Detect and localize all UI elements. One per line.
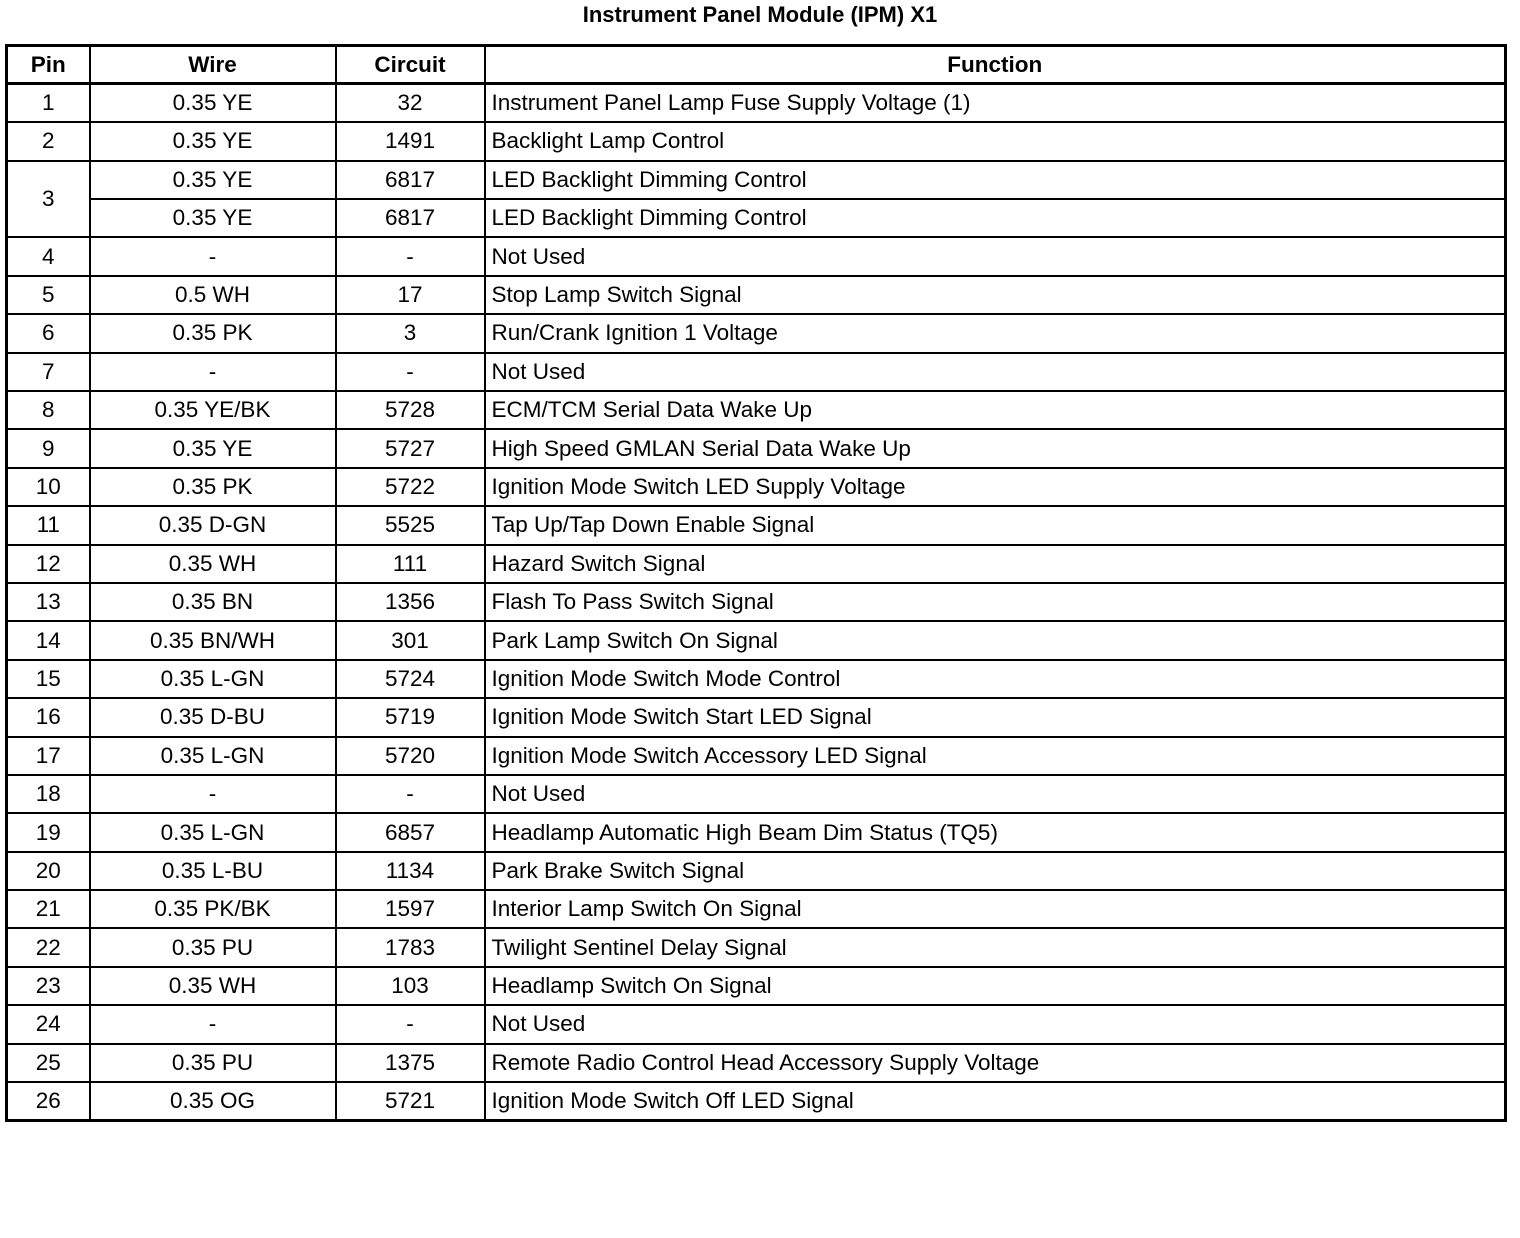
- circuit-cell: 1356: [336, 583, 485, 621]
- wire-cell: 0.5 WH: [90, 276, 336, 314]
- table-row: [7, 583, 1506, 621]
- circuit-cell: 5728: [336, 391, 485, 429]
- table-row: [7, 813, 1506, 851]
- table-title: Instrument Panel Module (IPM) X1: [582, 2, 938, 27]
- table-row: [7, 737, 1506, 775]
- pin-cell: 11: [7, 506, 90, 544]
- function-cell: LED Backlight Dimming Control: [485, 161, 1506, 199]
- function-cell: Not Used: [485, 353, 1506, 391]
- table-row: [7, 506, 1506, 544]
- pin-cell: 16: [7, 698, 90, 736]
- function-cell: Stop Lamp Switch Signal: [485, 276, 1506, 314]
- function-cell: Park Brake Switch Signal: [485, 852, 1506, 890]
- pin-cell: 8: [7, 391, 90, 429]
- table-row: [7, 199, 1506, 237]
- pin-cell: 4: [7, 237, 90, 275]
- pin-cell: 2: [7, 122, 90, 160]
- function-cell: Ignition Mode Switch LED Supply Voltage: [485, 468, 1506, 506]
- function-cell: Flash To Pass Switch Signal: [485, 583, 1506, 621]
- circuit-cell: 5724: [336, 660, 485, 698]
- wire-cell: 0.35 BN: [90, 583, 336, 621]
- pin-cell: 9: [7, 429, 90, 467]
- circuit-cell: 5721: [336, 1082, 485, 1120]
- table-row: [7, 353, 1506, 391]
- table-row: [7, 1082, 1506, 1120]
- wire-cell: 0.35 YE: [90, 84, 336, 122]
- wire-cell: -: [90, 353, 336, 391]
- table-row: [7, 314, 1506, 352]
- header-row: [7, 46, 1506, 84]
- wire-cell: -: [90, 775, 336, 813]
- wire-cell: 0.35 YE: [90, 429, 336, 467]
- table-row: [7, 621, 1506, 659]
- circuit-cell: 6817: [336, 161, 485, 199]
- pin-cell: 3: [7, 161, 90, 238]
- circuit-cell: 32: [336, 84, 485, 122]
- pin-cell: 10: [7, 468, 90, 506]
- pin-cell: 13: [7, 583, 90, 621]
- function-cell: ECM/TCM Serial Data Wake Up: [485, 391, 1506, 429]
- circuit-cell: 301: [336, 621, 485, 659]
- function-cell: Tap Up/Tap Down Enable Signal: [485, 506, 1506, 544]
- table-row: [7, 1005, 1506, 1043]
- wire-cell: 0.35 BN/WH: [90, 621, 336, 659]
- pin-cell: 18: [7, 775, 90, 813]
- circuit-cell: -: [336, 353, 485, 391]
- function-cell: Headlamp Switch On Signal: [485, 967, 1506, 1005]
- pin-cell: 1: [7, 84, 90, 122]
- wire-cell: 0.35 L-GN: [90, 737, 336, 775]
- function-cell: Ignition Mode Switch Start LED Signal: [485, 698, 1506, 736]
- table-row: [7, 429, 1506, 467]
- wire-cell: 0.35 WH: [90, 545, 336, 583]
- function-cell: Park Lamp Switch On Signal: [485, 621, 1506, 659]
- pin-cell: 15: [7, 660, 90, 698]
- pin-cell: 7: [7, 353, 90, 391]
- function-cell: Interior Lamp Switch On Signal: [485, 890, 1506, 928]
- function-cell: Not Used: [485, 1005, 1506, 1043]
- wire-cell: 0.35 YE: [90, 199, 336, 237]
- pin-cell: 25: [7, 1044, 90, 1082]
- wire-cell: 0.35 D-BU: [90, 698, 336, 736]
- circuit-cell: 6857: [336, 813, 485, 851]
- table-row: [7, 237, 1506, 275]
- pin-cell: 21: [7, 890, 90, 928]
- table-row: [7, 545, 1506, 583]
- wire-cell: 0.35 L-GN: [90, 813, 336, 851]
- wire-cell: 0.35 L-BU: [90, 852, 336, 890]
- function-cell: Headlamp Automatic High Beam Dim Status (TQ5): [485, 813, 1506, 851]
- pin-cell: 23: [7, 967, 90, 1005]
- function-cell: Ignition Mode Switch Accessory LED Signal: [485, 737, 1506, 775]
- pin-cell: 17: [7, 737, 90, 775]
- wire-cell: 0.35 D-GN: [90, 506, 336, 544]
- wire-cell: 0.35 WH: [90, 967, 336, 1005]
- wire-cell: 0.35 PK: [90, 314, 336, 352]
- table-row: [7, 468, 1506, 506]
- circuit-cell: 1375: [336, 1044, 485, 1082]
- column-header-pin: Pin: [7, 46, 90, 84]
- wire-cell: 0.35 PK: [90, 468, 336, 506]
- wire-cell: 0.35 PU: [90, 928, 336, 966]
- column-header-wire: Wire: [90, 46, 336, 84]
- pin-cell: 6: [7, 314, 90, 352]
- circuit-cell: -: [336, 1005, 485, 1043]
- function-cell: High Speed GMLAN Serial Data Wake Up: [485, 429, 1506, 467]
- table-row: [7, 967, 1506, 1005]
- table-row: [7, 276, 1506, 314]
- circuit-cell: -: [336, 775, 485, 813]
- function-cell: Instrument Panel Lamp Fuse Supply Voltage (1): [485, 84, 1506, 122]
- function-cell: Not Used: [485, 237, 1506, 275]
- table-row: [7, 391, 1506, 429]
- circuit-cell: -: [336, 237, 485, 275]
- wire-cell: 0.35 YE: [90, 122, 336, 160]
- circuit-cell: 1134: [336, 852, 485, 890]
- table-row: [7, 84, 1506, 122]
- pin-cell: 22: [7, 928, 90, 966]
- pin-cell: 26: [7, 1082, 90, 1120]
- circuit-cell: 17: [336, 276, 485, 314]
- function-cell: Twilight Sentinel Delay Signal: [485, 928, 1506, 966]
- circuit-cell: 5720: [336, 737, 485, 775]
- function-cell: LED Backlight Dimming Control: [485, 199, 1506, 237]
- wire-cell: 0.35 YE/BK: [90, 391, 336, 429]
- function-cell: Hazard Switch Signal: [485, 545, 1506, 583]
- connector-pinout-table: [5, 44, 1507, 1122]
- circuit-cell: 103: [336, 967, 485, 1005]
- wire-cell: 0.35 PU: [90, 1044, 336, 1082]
- table-body: [7, 84, 1506, 1121]
- circuit-cell: 5722: [336, 468, 485, 506]
- wire-cell: 0.35 L-GN: [90, 660, 336, 698]
- pin-cell: 20: [7, 852, 90, 890]
- function-cell: Ignition Mode Switch Off LED Signal: [485, 1082, 1506, 1120]
- circuit-cell: 111: [336, 545, 485, 583]
- pin-cell: 24: [7, 1005, 90, 1043]
- function-cell: Backlight Lamp Control: [485, 122, 1506, 160]
- wire-cell: -: [90, 1005, 336, 1043]
- function-cell: Ignition Mode Switch Mode Control: [485, 660, 1506, 698]
- function-cell: Remote Radio Control Head Accessory Supply Voltage: [485, 1044, 1506, 1082]
- column-header-function: Function: [485, 46, 1506, 84]
- wire-cell: 0.35 PK/BK: [90, 890, 336, 928]
- pin-cell: 5: [7, 276, 90, 314]
- table-row: [7, 698, 1506, 736]
- circuit-cell: 3: [336, 314, 485, 352]
- table-row: [7, 775, 1506, 813]
- circuit-cell: 1783: [336, 928, 485, 966]
- circuit-cell: 1491: [336, 122, 485, 160]
- circuit-cell: 5525: [336, 506, 485, 544]
- circuit-cell: 5727: [336, 429, 485, 467]
- table-row: [7, 122, 1506, 160]
- pin-cell: 14: [7, 621, 90, 659]
- wire-cell: 0.35 OG: [90, 1082, 336, 1120]
- table-row: [7, 161, 1506, 199]
- pin-cell: 12: [7, 545, 90, 583]
- table-row: [7, 1044, 1506, 1082]
- wire-cell: 0.35 YE: [90, 161, 336, 199]
- table-row: [7, 852, 1506, 890]
- circuit-cell: 6817: [336, 199, 485, 237]
- wire-cell: -: [90, 237, 336, 275]
- table-row: [7, 660, 1506, 698]
- function-cell: Run/Crank Ignition 1 Voltage: [485, 314, 1506, 352]
- circuit-cell: 1597: [336, 890, 485, 928]
- table-row: [7, 928, 1506, 966]
- column-header-circuit: Circuit: [336, 46, 485, 84]
- table-row: [7, 890, 1506, 928]
- pin-cell: 19: [7, 813, 90, 851]
- function-cell: Not Used: [485, 775, 1506, 813]
- circuit-cell: 5719: [336, 698, 485, 736]
